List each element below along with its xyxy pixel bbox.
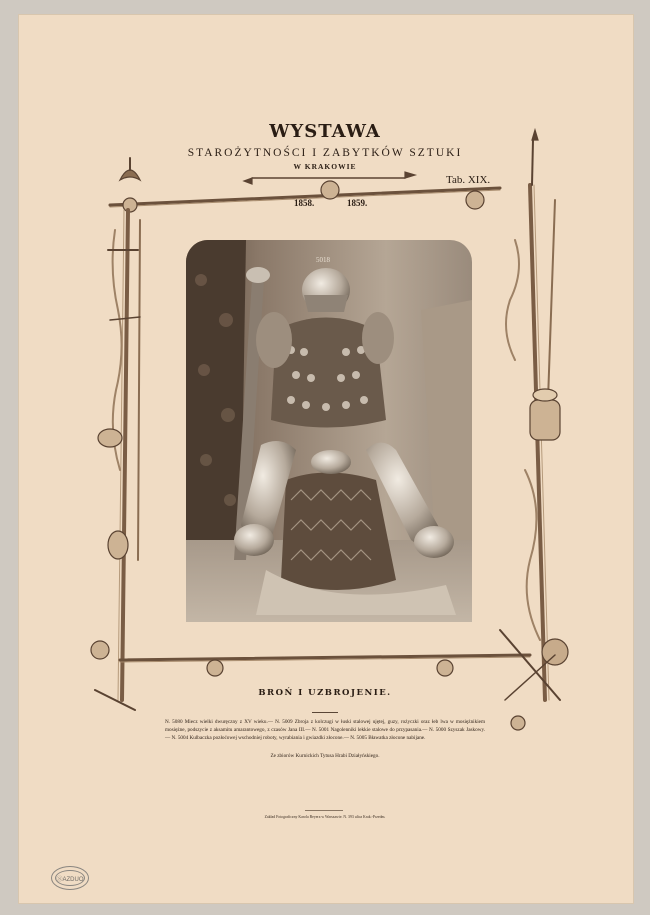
armour-photograph — [186, 240, 472, 622]
section-title: BROŃ I UZBROJENIE. — [258, 688, 392, 698]
year-start: 1858. — [294, 198, 315, 208]
photo-catalogue-number: 5018 — [316, 256, 330, 264]
collection-source: Ze zbiorów Kurnickich Tytusa Hrabi Działyńskiego. — [270, 753, 380, 759]
library-stamp — [51, 866, 89, 890]
exhibition-subtitle: STAROŻYTNOŚCI I ZABYTKÓW SZTUKI — [187, 147, 463, 159]
plate-caption: N. 5080 Miecz wielki dwuręczny z XV wieku.— N. 5009 Zbroja z kolczugi w łuski stalowej ujętej, guzy, rożyczki oraz łeb lwa w mosiężnikiem mosiężne, podszycie z aksamitu amarantowego, z czasów Jana III.— N. 5001 Nagolenniki lekkie stalowe do przypasania.— N. 5000 Szyszak Jaskowy.— N. 5004 Kulbaczka pozłoćowej wschodniej roboty, wyrabiania i gwiazdki złocone.— N. 5005 Bławatka złocone nabijane. — [165, 719, 485, 741]
library-stamp-label: ⓈAZDUO — [55, 870, 85, 886]
footer-divider — [305, 810, 343, 811]
exhibition-city: W KRAKOWIE — [293, 162, 357, 171]
year-end: 1859. — [347, 198, 368, 208]
section-divider — [312, 712, 338, 713]
exhibition-title: WYSTAWA — [269, 121, 381, 142]
printer-imprint: Zakład Fotograficzny Karola Beyera w Warszawie. N. 393 ulica Krak.-Przedm. — [264, 815, 386, 819]
plate-number: Tab. XIX. — [446, 174, 491, 186]
